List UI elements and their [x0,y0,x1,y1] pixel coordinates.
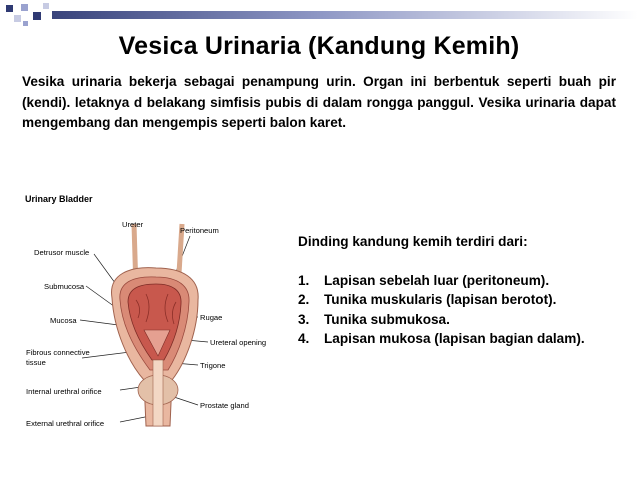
label-peritoneum: Peritoneum [180,226,219,235]
list-text: Tunika muskularis (lapisan berotot). [324,292,557,307]
wall-layers [298,232,628,349]
label-prostate-gland: Prostate gland [200,401,249,410]
list-number: 1. [298,272,310,288]
list-number: 4. [298,331,310,346]
list-item [298,310,628,330]
wall-layer-list [298,271,628,349]
label-trigone: Trigone [200,361,226,370]
list-number: 2. [298,292,310,307]
list-text: Lapisan mukosa (lapisan bagian dalam). [324,331,585,346]
label-rugae: Rugae [200,313,223,322]
list-text: Lapisan sebelah luar (peritoneum). [324,272,550,288]
label-ureter: Ureter [122,220,144,229]
label-external-urethral-orifice: External urethral orifice [26,419,105,428]
slide-title: Vesica Urinaria (Kandung Kemih) [118,32,520,60]
label-ureteral-opening: Ureteral opening [210,338,267,347]
bladder-diagram [22,190,280,440]
list-number: 3. [298,311,310,327]
list-item [298,329,628,349]
list-item [298,290,628,310]
header-band-graphic [0,0,638,26]
header-band [0,0,638,26]
wall-heading: Dinding kandung kemih terdiri dari: [298,234,528,249]
label-detrusor-muscle: Detrusor muscle [34,248,90,257]
label-fibrous-connective: Fibrous connective [26,348,90,357]
label-internal-urethral-orifice: Internal urethral orifice [26,387,102,396]
list-text: Tunika submukosa. [324,311,450,327]
label-mucosa: Mucosa [50,316,77,325]
label-fibrous-tissue: tissue [26,358,46,367]
intro-paragraph: Vesika urinaria bekerja sebagai penampung urin. Organ ini berbentuk seperti buah pir (kendi). letaknya d belakang simfisis pubis di dalam rongga panggul. Vesika urinaria dapat mengembang dan mengempis seperti balon karet. [22,74,616,131]
figure-title: Urinary Bladder [25,194,93,204]
label-submucosa: Submucosa [44,282,85,291]
list-item [298,271,628,291]
